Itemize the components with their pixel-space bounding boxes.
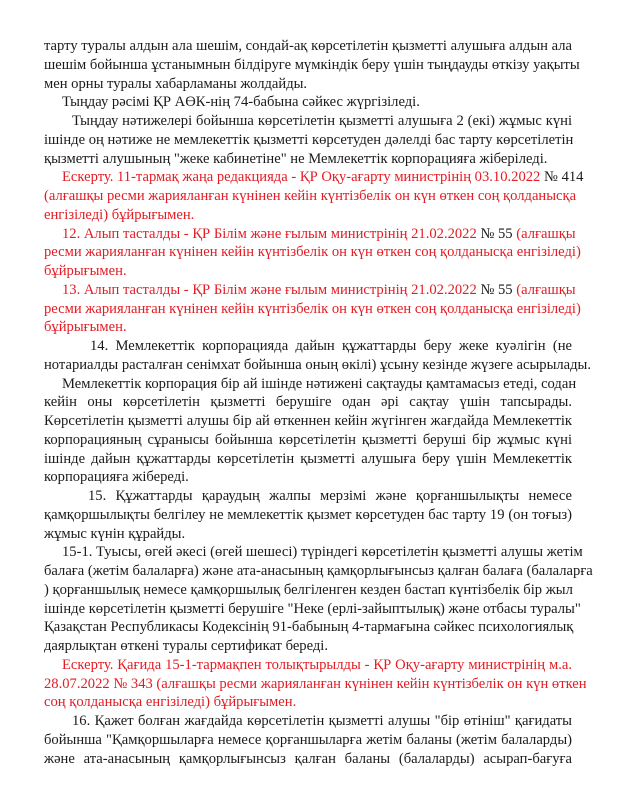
text-line	[44, 187, 577, 206]
note-text: (алғашқы	[512, 281, 576, 298]
body-text: жұмыс күнін құрайды.	[44, 525, 186, 542]
text-line	[44, 543, 583, 562]
body-text: тарту туралы алдын ала шешім, сондай-ақ көрсетілетін қызметті алушыға алдын ала	[44, 38, 572, 54]
body-text: 15. Құжаттарды қараудың жалпы мерзімі және қорғаншылықты немесе	[88, 488, 572, 504]
text-line	[44, 318, 572, 337]
text-line	[44, 637, 572, 656]
text-line	[44, 731, 572, 750]
text-line	[44, 262, 572, 281]
text-line	[44, 675, 587, 694]
paragraph	[44, 487, 572, 543]
text-line	[44, 468, 572, 487]
body-text: Мемлекеттік корпорация бір ай ішінде нәтижені сақтауды қамтамасыз етеді, содан	[62, 375, 577, 392]
paragraph	[44, 337, 592, 375]
paragraph	[44, 375, 577, 488]
note-text: 28.07.2022 № 343 (алғашқы ресми жарияланған күнінен кейін күнтізбелік он күн өткен	[44, 675, 587, 692]
note-text: 12. Алып тасталды - ҚР Білім және ғылым министрінің 21.02.2022	[62, 225, 481, 242]
text-line	[44, 131, 572, 150]
body-text: кейін оны көрсетілетін қызметті берушіге одан әрі сақтау үшін тапсырады.	[44, 394, 572, 411]
text-line	[44, 618, 572, 637]
body-text: корпорацияның сұранысы бойынша көрсетілетін қызметті беруші бір жұмыс күні	[44, 431, 572, 448]
text-line	[44, 356, 592, 375]
text-line	[44, 506, 572, 525]
note-text: (алғашқы ресми жарияланған күнінен кейін күнтізбелік он күн өткен соң қолданысқа	[44, 188, 577, 204]
text-line	[44, 150, 572, 169]
body-text: және ата-анасының қамқорлығынсыз қалған баланы (балаларды) асырап-бағуға	[44, 750, 572, 767]
text-line	[44, 281, 576, 300]
body-text: корпорацияға жібереді.	[44, 469, 189, 486]
paragraph	[44, 37, 580, 93]
text-line	[44, 693, 572, 712]
body-text: қамқоршылықты белгілеу не мемлекеттік қызмет көрсетуден бас тарту 19 (он тоғыз)	[44, 506, 572, 523]
body-text: 16. Қажет болған жағдайда көрсетілетін қызметті алушы "бір өтініш" қағидаты	[72, 713, 572, 729]
body-text: № 414	[544, 169, 584, 186]
note-text: ресми жарияланған күнінен кейін күнтізбелік он күн өткен соң қолданысқа енгізіледі)	[44, 244, 581, 261]
body-text: нотариалды расталған сенімхат бойынша оның өкілі) ұсыну кезінде жүзеге асырылады.	[44, 356, 592, 373]
text-line	[44, 93, 572, 112]
note-text: бұйрығымен.	[44, 263, 127, 279]
text-line	[44, 37, 572, 56]
note-text: (алғашқы	[512, 225, 576, 242]
body-text: Қазақстан Республикасы Кодексінің 91-бабының 4-тармағына сәйкес психологиялық	[44, 619, 574, 636]
body-text: ішінде көрсетілетін қызметті берушіге "Неке (ерлі-зайыптылық) және отбасы туралы"	[44, 600, 581, 617]
body-text: 14. Мемлекеттік корпорацияда дайын құжаттарды беру жеке куәлігін (не	[90, 338, 572, 354]
text-line	[44, 750, 572, 769]
text-line	[44, 450, 572, 469]
note-text: соң қолданысқа енгізіледі) бұйрығымен.	[44, 694, 297, 711]
amendment-note	[44, 168, 584, 224]
text-line	[44, 712, 572, 731]
amendment-note	[44, 656, 587, 712]
body-text: даярлықтан өткені туралы сертификат береді.	[44, 638, 329, 654]
note-text: Ескерту. Қағида 15-1-тармақпен толықтырылды - ҚР Оқу-ағарту министрінің м.а.	[62, 656, 572, 673]
paragraph	[44, 712, 572, 768]
note-text: бұйрығымен.	[44, 319, 127, 336]
text-line	[44, 56, 580, 75]
text-line	[44, 393, 572, 412]
body-text: ішінде дайын құжаттарды көрсетілетін қызметті алушыға беру үшін Мемлекеттік	[44, 450, 572, 467]
body-text: бойынша "Қамқоршыларға немесе қорғаншыларға жетім баланы (жетім балаларды)	[44, 731, 572, 748]
paragraph	[44, 93, 572, 112]
text-line	[44, 562, 593, 581]
text-line	[44, 300, 581, 319]
body-text: ішінде оң нәтиже не мемлекеттік қызметті көрсетуден дәлелді бас тарту көрсетілетін	[44, 131, 574, 148]
note-text: Ескерту. 11-тармақ жаңа редакцияда - ҚР Оқу-ағарту министрінің 03.10.2022	[62, 169, 545, 186]
text-line	[44, 75, 572, 94]
body-text: № 55	[480, 225, 513, 242]
body-text: № 55	[480, 281, 513, 298]
text-line	[44, 112, 572, 131]
text-line	[44, 168, 584, 187]
text-line	[44, 656, 572, 675]
amendment-note	[44, 281, 581, 337]
body-text: Көрсетілетін қызметті алушы бір ай өткеннен кейін жүгінген жағдайда Мемлекеттік	[44, 413, 572, 429]
text-line	[44, 375, 577, 394]
body-text: қызметті алушының "жеке кабинетіне" не Мемлекеттік корпорацияға жіберіледі.	[44, 150, 548, 167]
note-text: ресми жарияланған күнінен кейін күнтізбелік он күн өткен соң қолданысқа енгізіледі)	[44, 300, 581, 317]
body-text: 15-1. Туысы, өгей әкесі (өгей шешесі) түріндегі көрсетілетін қызметті алушы жетім	[62, 544, 583, 561]
text-line	[44, 225, 576, 244]
text-line	[44, 337, 572, 356]
text-line	[44, 431, 572, 450]
body-text: балаға (жетім балаларға) және ата-анасының қамқорлығынсыз қалған балаға (балаларға	[44, 563, 593, 579]
text-line	[44, 600, 581, 619]
paragraph	[44, 543, 593, 656]
text-line	[44, 206, 572, 225]
body-text: Тыңдау нәтижелері бойынша көрсетілетін қызметті алушыға 2 (екі) жұмыс күні	[72, 113, 572, 129]
body-text: мен орны туралы хабарламаны жолдайды.	[44, 75, 308, 92]
note-text: енгізіледі) бұйрығымен.	[44, 206, 195, 223]
note-text: 13. Алып тасталды - ҚР Білім және ғылым министрінің 21.02.2022	[62, 281, 481, 298]
text-line	[44, 487, 572, 506]
text-line	[44, 525, 572, 544]
text-line	[44, 243, 581, 262]
body-text: шешім бойынша ұстанымнын білдіруге мүмкіндік беру үшін тыңдауды өткізу уақыты	[44, 56, 580, 73]
body-text: Тыңдау рәсімі ҚР АӨК-нің 74-бабына сәйкес жүргізіледі.	[62, 94, 420, 111]
body-text: ) қорғаншылық немесе қамқоршылық белгіленген кезден бастап күнтізбелік бір жыл	[44, 581, 573, 598]
text-line	[44, 581, 572, 600]
text-line	[44, 412, 572, 431]
amendment-note	[44, 225, 581, 281]
document-page	[44, 37, 593, 768]
paragraph	[44, 112, 572, 168]
